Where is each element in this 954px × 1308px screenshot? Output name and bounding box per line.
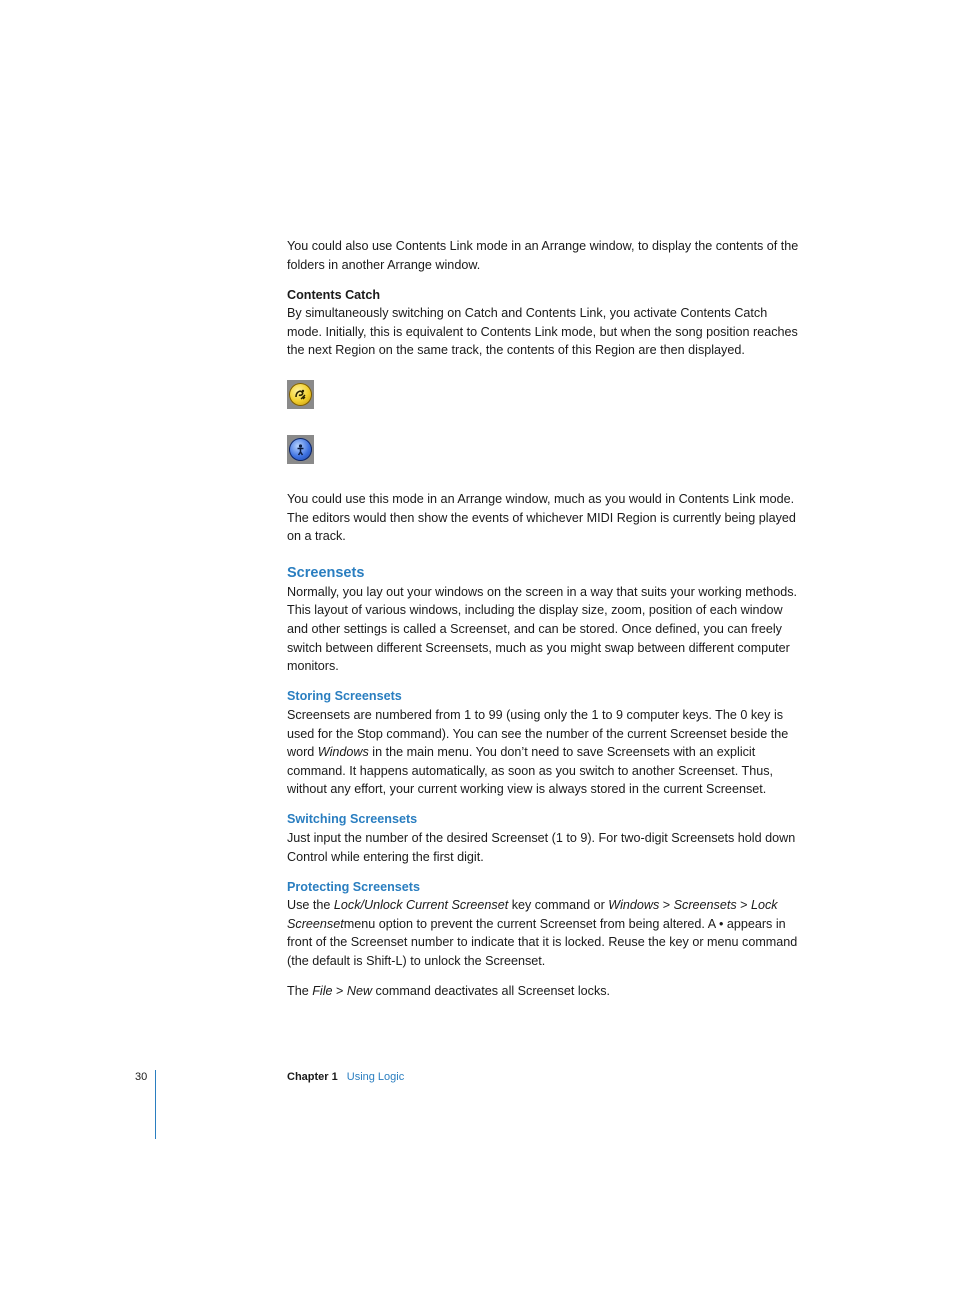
- chapter-title-link[interactable]: Using Logic: [346, 1071, 405, 1083]
- catch-link-glyph-icon: [293, 387, 308, 402]
- catch-button-icon-frame: [287, 380, 314, 409]
- protecting-screensets-paragraph: Use the Lock/Unlock Current Screenset key command or Windows > Screensets > Lock Screensetmenu option to prevent the current Screenset from being altered. A • appears in front of the Screenset number to indicate that it is locked. Reuse the key or menu command (the default is Shift-L) to unlock the Screenset.: [287, 898, 798, 969]
- file-new-paragraph: The File > New command deactivates all Screenset locks.: [287, 984, 611, 999]
- protecting-screensets-title: Protecting Screensets: [287, 879, 420, 894]
- link-figure-glyph-icon: [293, 442, 308, 457]
- page-number: 30: [135, 1071, 148, 1083]
- link-button-icon-frame: [287, 435, 314, 464]
- contents-catch-icon: [289, 383, 312, 406]
- storing-screensets-paragraph: Screensets are numbered from 1 to 99 (using only the 1 to 9 computer keys. The 0 key is used for the Stop command). You can see the number of the current Screenset beside the word Windows in the main menu. You don’t need to save Screensets with an explicit command. It happens automatically, as soon as you switch to another Screenset. Thus, without any effort, your current working view is always stored in the current Screenset.: [287, 707, 789, 797]
- chapter-label: Chapter 1: [287, 1071, 338, 1083]
- screensets-paragraph: Normally, you lay out your windows on the screen in a way that suits your working methods. This layout of various windows, including the display size, zoom, position of each window and other settings is called a Screenset, and can be stored. Once defined, you can freely switch between different Screensets, much as you might swap between different computer monitors.: [287, 584, 798, 674]
- footer-divider: [155, 1070, 156, 1139]
- screensets-section-title: Screensets: [287, 564, 365, 581]
- contents-link-icon: [289, 438, 312, 461]
- storing-screensets-title: Storing Screensets: [287, 689, 402, 704]
- switching-screensets-paragraph: Just input the number of the desired Screenset (1 to 9). For two-digit Screensets hold down Control while entering the first digit.: [287, 830, 796, 864]
- intro-paragraph: You could also use Contents Link mode in an Arrange window, to display the contents of the folders in another Arrange window.: [287, 239, 799, 272]
- switching-screensets-title: Switching Screensets: [287, 812, 418, 827]
- contents-catch-paragraph: By simultaneously switching on Catch and Contents Link, you activate Contents Catch mode. Initially, this is equivalent to Contents Link mode, but when the song position reaches the next Region on the same track, the contents of this Region are then displayed.: [287, 306, 798, 358]
- page-body: [287, 237, 799, 1012]
- contents-catch-paragraph-2: You could use this mode in an Arrange window, much as you would in Contents Link mode. The editors would then show the events of whichever MIDI Region is currently being played on a track.: [287, 492, 796, 544]
- chapter-footer: [287, 1070, 404, 1084]
- contents-catch-heading: Contents Catch: [287, 287, 381, 302]
